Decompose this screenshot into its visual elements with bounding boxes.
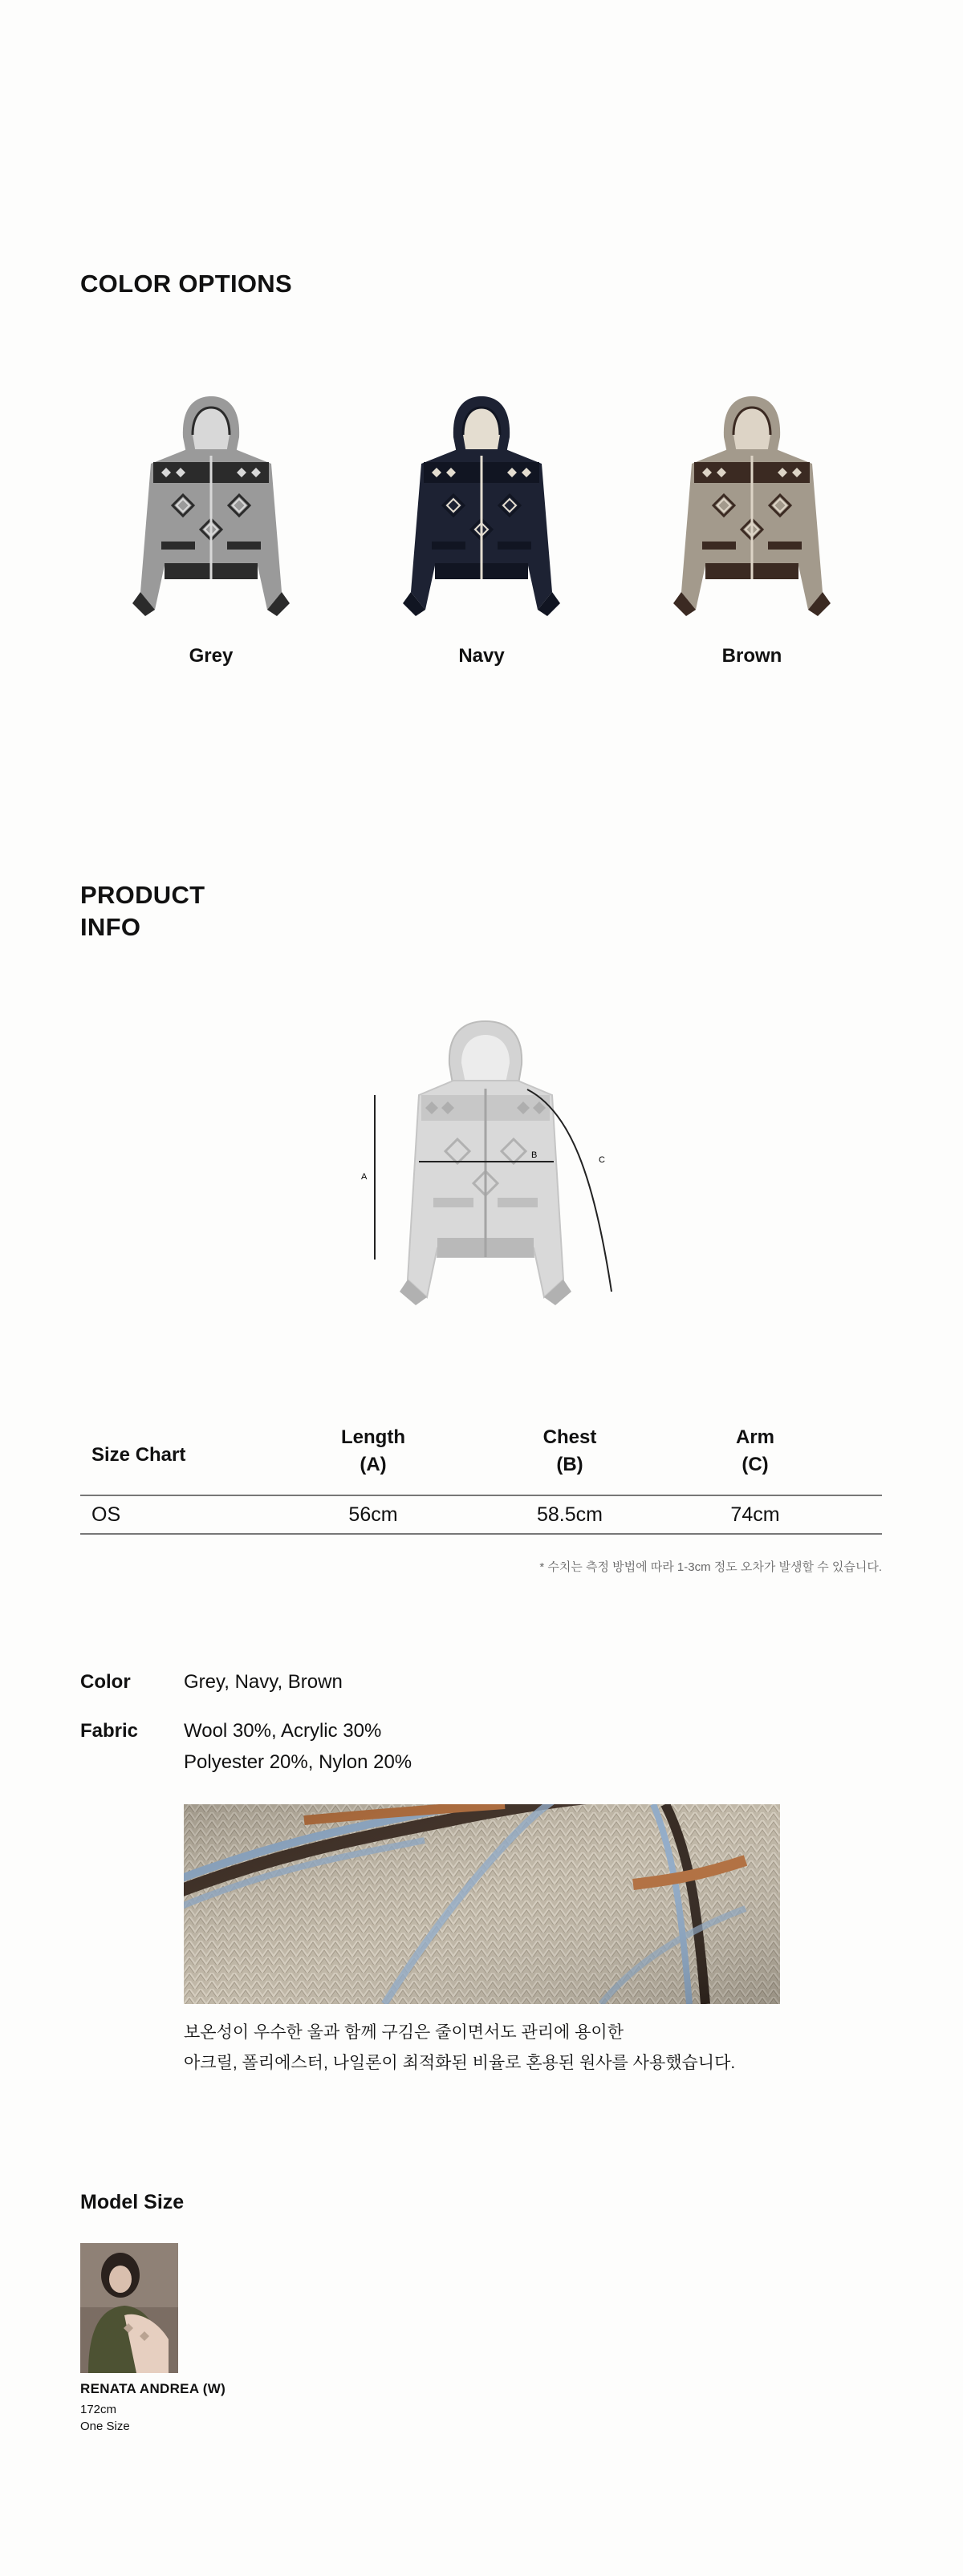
- model-size: One Size: [80, 2420, 130, 2433]
- color-value: Grey, Navy, Brown: [184, 1671, 343, 1693]
- fabric-key: Fabric: [80, 1720, 139, 1742]
- fabric-line-2: Polyester 20%, Nylon 20%: [184, 1751, 412, 1773]
- table-row: [80, 1496, 882, 1533]
- arm-cell: 74cm: [730, 1503, 780, 1526]
- model-height: 172cm: [80, 2403, 117, 2416]
- color-option-label: Navy: [458, 645, 505, 667]
- diagram-label-b: B: [531, 1150, 538, 1160]
- fabric-description: [184, 2018, 735, 2079]
- arm-header: Arm (C): [735, 1426, 774, 1475]
- measurement-note: * 수치는 측정 방법에 따라 1-3cm 정도 오차가 발생할 수 있습니다.: [539, 1560, 882, 1574]
- color-options-title: COLOR OPTIONS: [80, 270, 292, 298]
- model-size-title: Model Size: [80, 2191, 185, 2213]
- size-cell: OS: [91, 1503, 121, 1526]
- color-option-label: Grey: [189, 645, 234, 667]
- color-option-label: Brown: [721, 645, 782, 667]
- fabric-line-1: Wool 30%, Acrylic 30%: [184, 1720, 382, 1742]
- cardigan-image: [115, 393, 307, 618]
- chest-cell: 58.5cm: [537, 1503, 603, 1526]
- cardigan-image: [385, 393, 578, 618]
- fabric-description-line-1: 보온성이 우수한 울과 함께 구김은 줄이면서도 관리에 용이한: [184, 2023, 624, 2042]
- model-photo: [80, 2243, 178, 2373]
- size-chart-label: Size Chart: [91, 1444, 186, 1466]
- table-divider-bottom: [80, 1533, 882, 1535]
- measurement-diagram: [353, 1015, 626, 1312]
- diagram-label-c: C: [599, 1155, 605, 1165]
- product-info-title-line2: INFO: [80, 913, 141, 941]
- fabric-closeup-image: [184, 1804, 780, 2004]
- diagram-label-a: A: [361, 1172, 368, 1182]
- fabric-description-line-2: 아크릴, 폴리에스터, 나일론이 최적화된 비율로 혼용된 원사를 사용했습니다.: [184, 2054, 736, 2072]
- cardigan-image: [656, 393, 848, 618]
- size-chart-table: [80, 1424, 882, 1531]
- model-name: RENATA ANDREA (W): [80, 2381, 226, 2396]
- color-key: Color: [80, 1671, 131, 1693]
- size-chart-header: [80, 1424, 882, 1495]
- chest-header: Chest (B): [542, 1426, 597, 1475]
- length-cell: 56cm: [348, 1503, 398, 1526]
- product-info-title-line1: PRODUCT: [80, 881, 205, 909]
- length-header: Length (A): [341, 1426, 405, 1475]
